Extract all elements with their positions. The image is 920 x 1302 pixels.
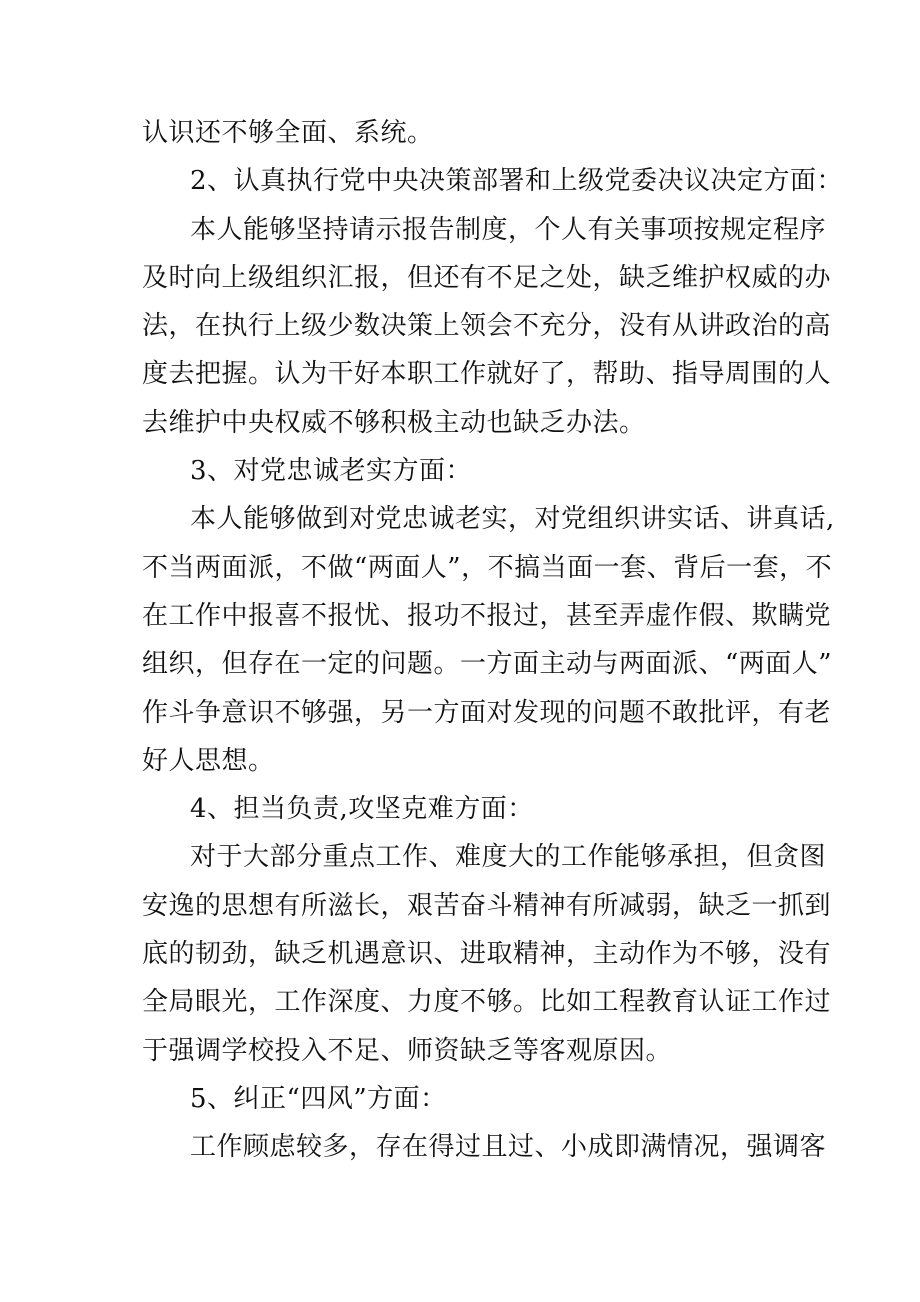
paragraph-line: 在工作中报喜不报忧、报功不报过，甚至弄虚作假、欺瞒党 bbox=[142, 600, 832, 631]
paragraph-line: 全局眼光，工作深度、力度不够。比如工程教育认证工作过 bbox=[142, 987, 832, 1018]
paragraph-line: 度去把握。认为干好本职工作就好了，帮助、指导周围的人 bbox=[142, 359, 832, 390]
paragraph-line: 去维护中央权威不够积极主动也缺乏办法。 bbox=[142, 407, 646, 438]
paragraph-line: 本人能够坚持请示报告制度，个人有关事项按规定程序 bbox=[190, 214, 827, 245]
paragraph-line: 工作顾虑较多，存在得过且过、小成即满情况，强调客 bbox=[190, 1132, 827, 1163]
paragraph-line: 于强调学校投入不足、师资缺乏等客观原因。 bbox=[142, 1035, 673, 1066]
paragraph-line: 法，在执行上级少数决策上领会不充分，没有从讲政治的高 bbox=[142, 311, 832, 342]
paragraph-line: 作斗争意识不够强，另一方面对发现的问题不敢批评，有老 bbox=[142, 697, 832, 728]
paragraph-line: 及时向上级组织汇报，但还有不足之处，缺乏维护权威的办 bbox=[142, 262, 832, 293]
document-body bbox=[142, 109, 844, 1172]
section-heading-3: 3、对党忠诚老实方面： bbox=[190, 456, 473, 487]
paragraph-line: 安逸的思想有所滋长，艰苦奋斗精神有所减弱，缺乏一抓到 bbox=[142, 890, 832, 921]
section-heading-2: 2、认真执行党中央决策部署和上级党委决议决定方面： bbox=[190, 166, 844, 197]
paragraph-line: 组织，但存在一定的问题。一方面主动与两面派、“两面人” bbox=[142, 649, 833, 680]
paragraph-line: 本人能够做到对党忠诚老实，对党组织讲实话、讲真话, bbox=[190, 504, 835, 535]
section-heading-4: 4、担当负责,攻坚克难方面： bbox=[190, 794, 534, 825]
section-heading-5: 5、纠正“四风”方面： bbox=[190, 1083, 447, 1114]
paragraph-line: 好人思想。 bbox=[142, 745, 275, 776]
paragraph-line: 不当两面派，不做“两面人”，不搞当面一套、背后一套，不 bbox=[142, 552, 833, 583]
paragraph-continuation: 认识还不够全面、系统。 bbox=[142, 118, 434, 148]
paragraph-line: 底的韧劲，缺乏机遇意识、进取精神，主动作为不够，没有 bbox=[142, 939, 832, 970]
paragraph-line: 对于大部分重点工作、难度大的工作能够承担，但贪图 bbox=[190, 842, 827, 873]
